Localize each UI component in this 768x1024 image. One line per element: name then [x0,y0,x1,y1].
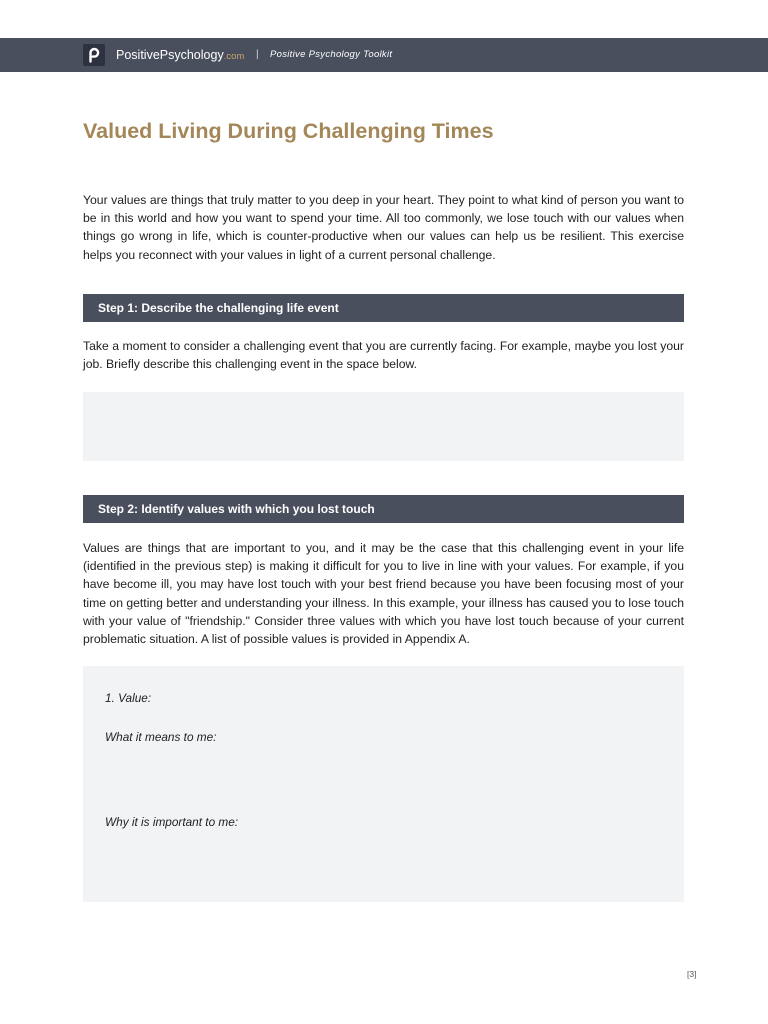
step1-response-box[interactable] [83,392,684,461]
step2-paragraph: Values are things that are important to you, and it may be the case that this challenging event in your life (identified in the previous step) is making it difficult for you to live in line with your values. For example, if you have become ill, you may have lost touch with your best friend because you have been focusing most of your time on getting better and understanding your illness. In this example, your illness has caused you to lose touch with your value of "friendship." Consider three values with which you have lost touch because of your current problematic situation. A list of possible values is provided in Appendix A. [83,541,684,647]
header-separator: | [256,49,259,60]
step2-heading-bar [83,495,684,523]
brand-name [116,46,244,66]
step2-heading: Step 2: Identify values with which you lost touch [98,502,375,516]
value-label: 1. Value: [105,691,152,705]
step1-heading-bar [83,294,684,322]
brand-name-text: PositivePsychology [116,48,224,62]
brand-suffix: .com [223,51,245,62]
importance-label: Why it is important to me: [105,815,239,829]
means-label: What it means to me: [105,730,217,744]
step1-heading: Step 1: Describe the challenging life event [98,301,339,315]
page-title: Valued Living During Challenging Times [83,119,494,143]
value-response-box[interactable] [83,666,684,902]
step1-paragraph: Take a moment to consider a challenging event that you are currently facing. For example, maybe you lost your job. Briefly describe this challenging event in the space below. [83,339,684,372]
brand-logo-icon [83,44,105,66]
header-bar [0,38,768,72]
intro-paragraph: Your values are things that truly matter to you deep in your heart. They point to what kind of person you want to be in this world and how you want to spend your time. All too commonly, we lose touch with our values when things go wrong in life, which is counter-productive when our values can help us be resilient. This exercise helps you reconnect with your values in light of a current personal challenge. [83,193,684,262]
toolkit-name: Positive Psychology Toolkit [270,49,393,60]
page-number: [3] [687,969,697,979]
